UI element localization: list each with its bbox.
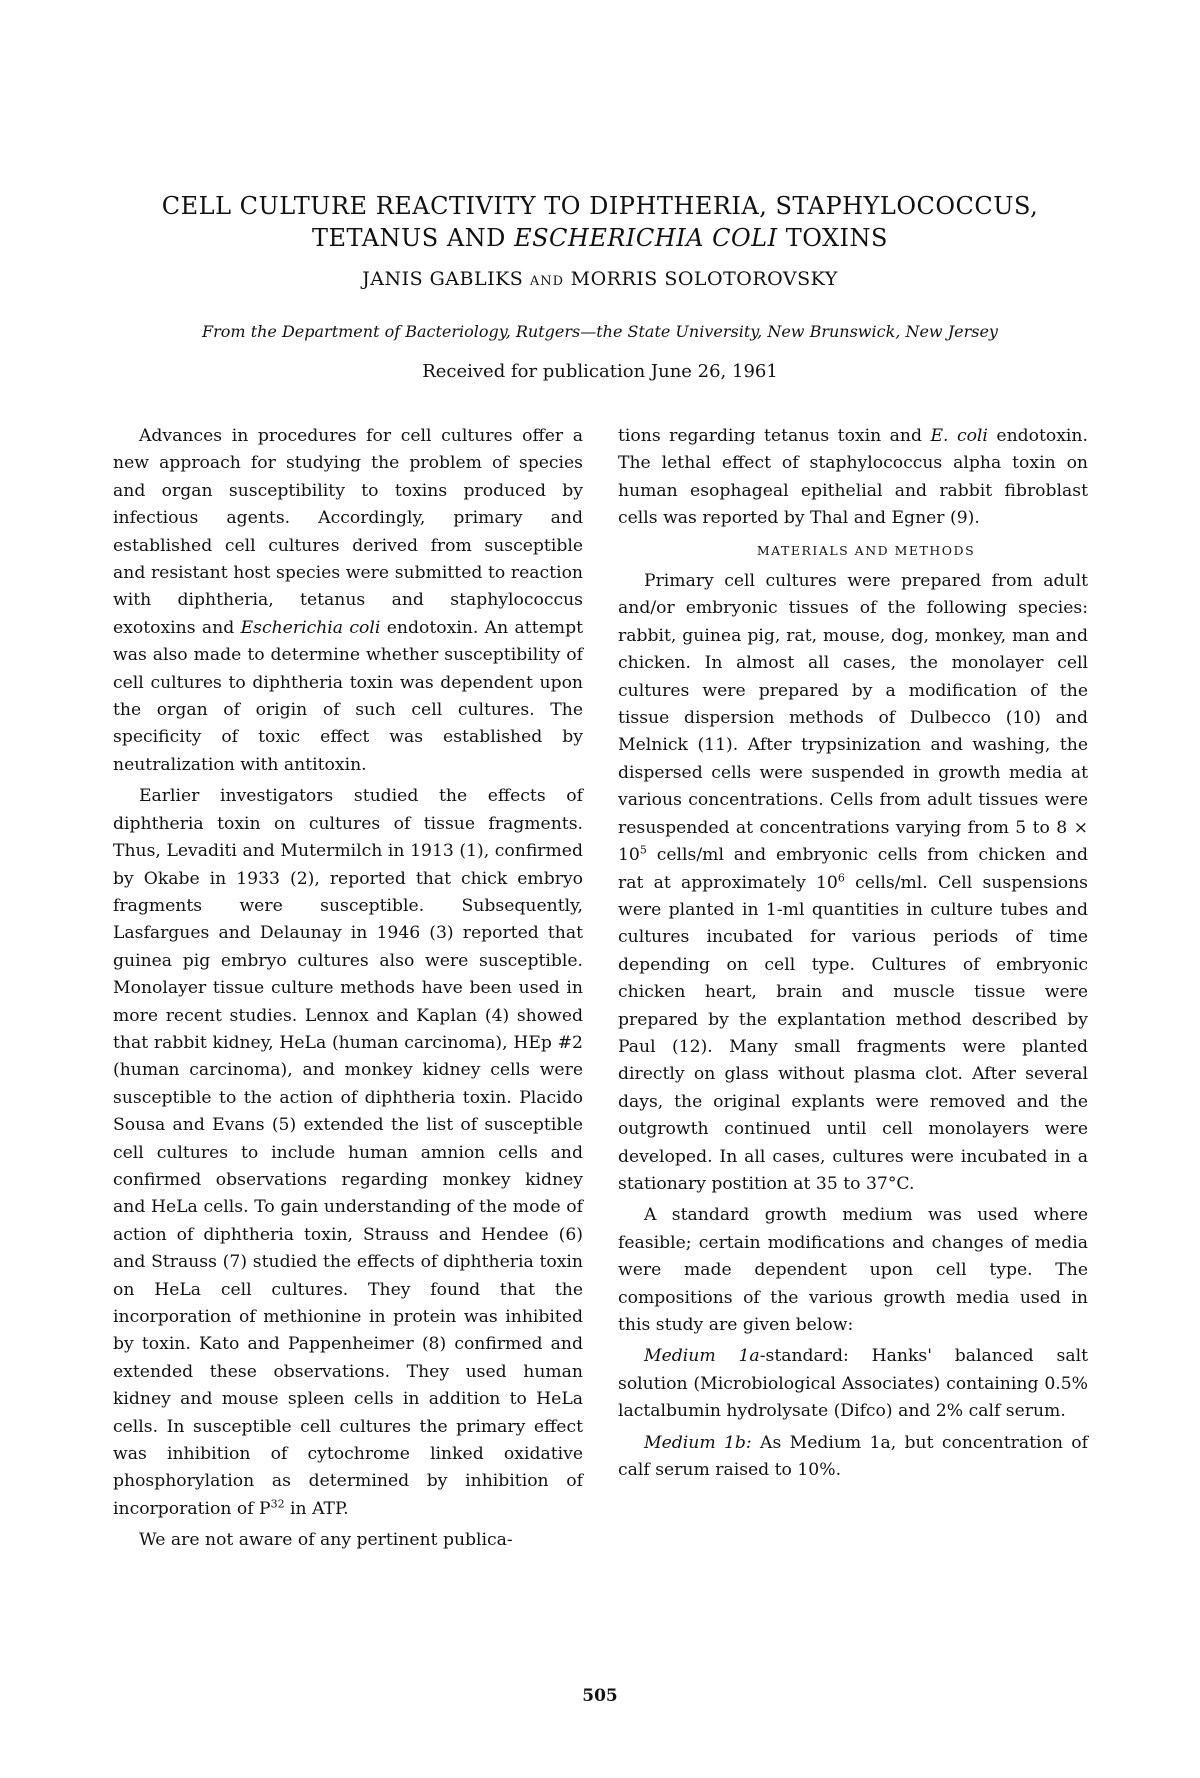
medium-1a-label: Medium 1a xyxy=(644,1346,760,1367)
methods-p1-text-c: cells/ml. Cell suspensions were planted in 1-ml quantities in culture tubes and cultures incubated for various periods of time depending on cell type. Cultures of embryonic chicken heart, brain and muscle tissue were prepared by the explantation method described by Paul (12). Many small fragments were planted directly on glass without plasma clot. After several days, the original explants were removed and the outgrowth continued until cell monolayers were developed. In all cases, cultures were incubated in a stationary postition at 35 to 37°C. xyxy=(618,872,1088,1194)
methods-paragraph-1 xyxy=(618,568,1088,1198)
medium-1b-label: Medium 1b: xyxy=(644,1432,752,1453)
intro-cont-italic: E. coli xyxy=(930,426,988,446)
article-title xyxy=(120,190,1080,254)
intro-cont-text-a: tions regarding tetanus toxin and xyxy=(618,426,931,446)
right-column xyxy=(618,423,1088,1484)
title-line-2 xyxy=(120,222,1080,254)
intro-cont-text-b: endotoxin. The lethal effect of staphylococcus alpha toxin on human esophageal epithelial and rabbit fibroblast cells was reported by Thal and Egner (9). xyxy=(618,426,1088,529)
author-conjunction: AND xyxy=(529,274,565,289)
title-line-2-pre: TETANUS AND xyxy=(312,224,515,252)
methods-paragraph-2: A standard growth medium was used where feasible; certain modifications and changes of media were made dependent upon cell type. The compositions of the various growth media used in this study are given below: xyxy=(618,1205,1088,1335)
section-heading-materials-methods: MATERIALS AND METHODS xyxy=(756,542,976,558)
title-line-2-post: TOXINS xyxy=(777,224,888,252)
intro-p1-italic: Escherichia coli xyxy=(240,617,381,638)
methods-p1-text-b: cells/ml and embryonic cells from chicken and rat at approximately 10 xyxy=(618,845,1088,893)
medium-1b-text: As Medium 1a, but concentration of calf serum raised to 10%. xyxy=(618,1432,1088,1481)
intro-paragraph-1 xyxy=(113,423,583,779)
methods-p1-text-a: Primary cell cultures were prepared from adult and/or embryonic tissues of the following species: rabbit, guinea pig, rat, mouse, dog, monkey, man and chicken. In almost all cases, the monolayer cell cultures were prepared by a modification of the tissue dispersion methods of Dulbecco (10) and Melnick (11). After trypsinization and washing, the dispersed cells were suspended in growth media at various concentrations. Cells from adult tissues were resuspended at concentrations varying from 5 to 8 × 10 xyxy=(618,571,1088,866)
intro-paragraph-3-continued xyxy=(618,423,1088,533)
medium-1a-text: -standard: Hanks' balanced salt solution (Microbiological Associates) containing 0.5% lactalbumin hydrolysate (Difco) and 2% calf serum. xyxy=(618,1346,1088,1422)
medium-1b-paragraph xyxy=(618,1430,1088,1485)
title-line-1: CELL CULTURE REACTIVITY TO DIPHTHERIA, STAPHYLOCOCCUS, xyxy=(161,192,1039,220)
intro-paragraph-2 xyxy=(113,783,583,1523)
page-number: 505 xyxy=(582,1686,618,1706)
authors xyxy=(120,268,1080,290)
author-1: JANIS GABLIKS xyxy=(362,268,524,290)
affiliation: From the Department of Bacteriology, Rutgers—the State University, New Brunswick, New Jersey xyxy=(202,322,998,341)
intro-p2-superscript: 32 xyxy=(270,1497,285,1511)
title-line-2-italic: ESCHERICHIA COLI xyxy=(514,224,778,252)
intro-p1-text-b: endotoxin. An attempt was also made to determine whether susceptibility of cell cultures to diphtheria toxin was dependent upon the organ of origin of such cell cultures. The specificity of toxic effect was established by neutralization with antitoxin. xyxy=(113,617,583,775)
left-column xyxy=(113,423,583,1555)
intro-p1-text-a: Advances in procedures for cell cultures offer a new approach for studying the problem of species and organ susceptibility to toxins produced by infectious agents. Accordingly, primary and established cell cultures derived from susceptible and resistant host species were submitted to reaction with diphtheria, tetanus and staphylococcus exotoxins and xyxy=(113,426,583,638)
received-date: Received for publication June 26, 1961 xyxy=(422,361,778,382)
medium-1a-paragraph xyxy=(618,1343,1088,1425)
intro-paragraph-3: We are not aware of any pertinent publica- xyxy=(139,1530,513,1551)
author-2: MORRIS SOLOTOROVSKY xyxy=(570,268,838,290)
methods-p1-superscript-2: 6 xyxy=(837,870,845,884)
intro-p2-text-b: in ATP. xyxy=(284,1498,349,1519)
intro-p2-text-a: Earlier investigators studied the effects of diphtheria toxin on cultures of tissue fragments. Thus, Levaditi and Mutermilch in 1913 (1), confirmed by Okabe in 1933 (2), reported that chick embryo fragments were susceptible. Subsequently, Lasfargues and Delaunay in 1946 (3) reported that guinea pig embryo cultures also were susceptible. Monolayer tissue culture methods have been used in more recent studies. Lennox and Kaplan (4) showed that rabbit kidney, HeLa (human carcinoma), HEp #2 (human carcinoma), and monkey kidney cells were susceptible to the action of diphtheria toxin. Placido Sousa and Evans (5) extended the list of susceptible cell cultures to include human amnion cells and confirmed observations regarding monkey kidney and HeLa cells. To gain understanding of the mode of action of diphtheria toxin, Strauss and Hendee (6) and Strauss (7) studied the effects of diphtheria toxin on HeLa cell cultures. They found that the incorporation of methionine in protein was inhibited by toxin. Kato and Pappenheimer (8) confirmed and extended these observations. They used human kidney and mouse spleen cells in addition to HeLa cells. In susceptible cell cultures the primary effect was inhibition of cytochrome linked oxidative phosphorylation as determined by inhibition of incorporation of P xyxy=(113,786,583,1519)
methods-p1-superscript-1: 5 xyxy=(639,843,647,857)
